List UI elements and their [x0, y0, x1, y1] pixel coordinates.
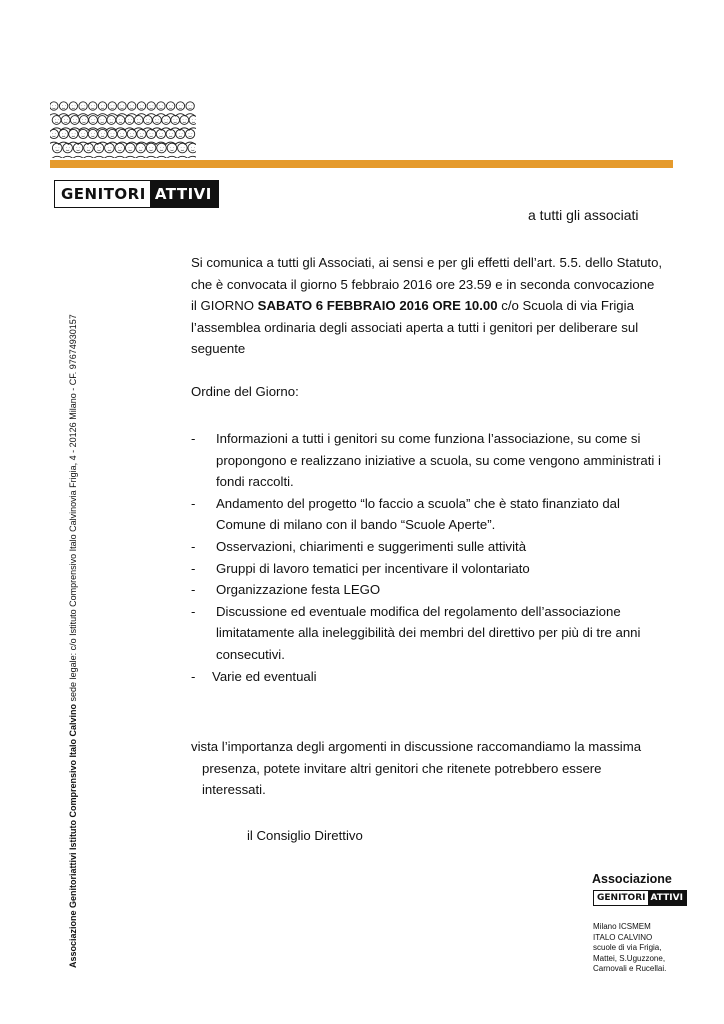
- intro-line: [191, 295, 691, 317]
- school-info-line: scuole di via Frigia,: [593, 943, 662, 952]
- closing-line: presenza, potete invitare altri genitori che ritenete potrebbero essere: [202, 760, 602, 776]
- agenda-item-line: Discussione ed eventuale modifica del regolamento dell’associazione: [216, 603, 621, 619]
- list-dash: -: [191, 560, 196, 576]
- agenda-item-line: Osservazioni, chiarimenti e suggerimenti sulle attività: [216, 538, 527, 554]
- intro-line: che è convocata il giorno 5 febbraio 2016 ore 23.59 e in seconda convocazione: [191, 276, 655, 292]
- agenda-item-line: Informazioni a tutti i genitori su come funziona l’associazione, su come si: [216, 431, 641, 446]
- footer-logo-text-attivi: ATTIVI: [648, 891, 686, 905]
- intro-line: Si comunica a tutti gli Associati, ai sensi e per gli effetti dell’art. 5.5. dello Statuto,: [191, 255, 663, 270]
- agenda-item-line: limitatamente alla ineleggibilità dei membri del direttivo per più di tre anni: [216, 625, 641, 641]
- closing-line: vista l’importanza degli argomenti in discussione raccomandiamo la massima: [191, 739, 642, 754]
- agenda-item-line: Andamento del progetto “lo faccio a scuola” che è stato finanziato dal: [216, 495, 620, 511]
- agenda-item-line: fondi raccolti.: [216, 474, 294, 490]
- footer-logo-text-genitori: GENITORI: [594, 891, 648, 905]
- agenda-title: Ordine del Giorno:: [191, 384, 299, 399]
- closing-paragraph: [191, 736, 641, 801]
- school-info-line: Milano ICSMEM: [593, 922, 651, 931]
- school-info-line: ITALO CALVINO: [593, 932, 653, 942]
- school-info-line: Mattei, S.Uguzzone,: [593, 953, 666, 963]
- list-dash: -: [191, 495, 196, 511]
- list-dash: -: [191, 538, 196, 554]
- orange-divider-bar: [50, 160, 673, 168]
- intro-line3-pre: il GIORNO: [191, 298, 258, 314]
- recipient-line: a tutti gli associati: [528, 207, 639, 223]
- school-info-line: Carnovali e Rucellai.: [593, 964, 667, 973]
- agenda-item: [191, 493, 691, 536]
- agenda-item: [191, 536, 691, 558]
- agenda-item: [191, 601, 691, 666]
- list-dash: -: [191, 431, 196, 446]
- agenda-list: [191, 428, 691, 687]
- list-dash: -: [191, 582, 196, 598]
- intro-line: seguente: [191, 341, 246, 357]
- crowd-illustration-logo: [50, 96, 196, 158]
- intro-paragraph: [191, 252, 691, 360]
- footer-school-info: [593, 922, 666, 975]
- list-dash: -: [191, 603, 196, 619]
- footer-association-label: Associazione: [592, 872, 672, 886]
- agenda-item-line: Organizzazione festa LEGO: [216, 582, 381, 598]
- sidebar-legal-text: [68, 314, 78, 968]
- agenda-item-line: propongono e realizzano iniziative a scuola, su come vengono amministrati i: [216, 452, 661, 468]
- closing-line: interessati.: [202, 782, 266, 798]
- footer-genitori-attivi-logo: [593, 890, 687, 906]
- agenda-item: [191, 558, 691, 580]
- agenda-item-line: Comune di milano con il bando “Scuole Aperte”.: [216, 517, 496, 533]
- logo-text-genitori: GENITORI: [55, 181, 150, 207]
- list-dash: -: [191, 668, 196, 684]
- agenda-item-line: Varie ed eventuali: [212, 668, 317, 684]
- agenda-item-line: Gruppi di lavoro tematici per incentivare il volontariato: [216, 560, 530, 576]
- agenda-item: [191, 666, 691, 688]
- logo-text-attivi: ATTIVI: [150, 181, 218, 207]
- sidebar-legal-bold: Associazione Genitoriattivi Istituto Comprensivo Italo Calvino: [68, 703, 78, 968]
- intro-line3-post: c/o Scuola di via Frigia: [497, 298, 634, 314]
- agenda-item: [191, 579, 691, 601]
- agenda-item-line: consecutivi.: [216, 646, 285, 662]
- signature: il Consiglio Direttivo: [247, 828, 363, 843]
- agenda-item: [191, 428, 691, 493]
- intro-line: l’assemblea ordinaria degli associati aperta a tutti i genitori per deliberare sul: [191, 319, 639, 335]
- genitori-attivi-logo: [54, 180, 219, 208]
- meeting-date: SABATO 6 FEBBRAIO 2016 ORE 10.00: [257, 298, 498, 314]
- sidebar-legal-rest: sede legale: c/o Istituto Comprensivo Italo Calvinovia Frigia, 4 - 20126 Milano - CF. 97674930157: [68, 314, 78, 704]
